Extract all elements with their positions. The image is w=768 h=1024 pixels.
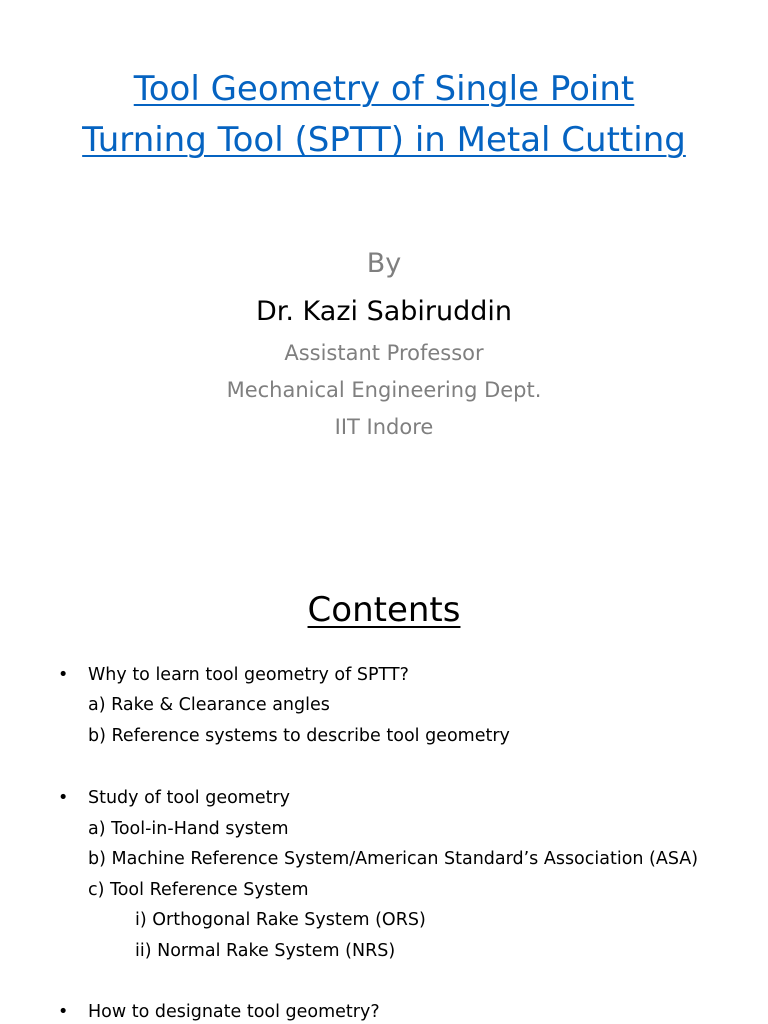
bullet-icon: • — [58, 665, 69, 685]
sub-list-item: b) Machine Reference System/American Standard’s Association (ASA) — [88, 849, 699, 869]
list-item: Why to learn tool geometry of SPTT? — [88, 665, 409, 685]
author-position: Assistant Professor — [284, 341, 484, 365]
bullet-icon: • — [58, 788, 69, 808]
sub-sub-list-item: ii) Normal Rake System (NRS) — [135, 941, 396, 961]
sub-list-item: c) Tool Reference System — [88, 880, 309, 900]
sub-list-item: a) Rake & Clearance angles — [88, 695, 330, 715]
contents-title: Contents — [307, 590, 461, 630]
contents-slide — [0, 560, 768, 1024]
presentation-title — [0, 64, 768, 166]
author-department: Mechanical Engineering Dept. — [226, 378, 542, 402]
sub-sub-list-item: i) Orthogonal Rake System (ORS) — [135, 910, 426, 930]
author-name: Dr. Kazi Sabiruddin — [255, 296, 513, 327]
author-institute: IIT Indore — [334, 415, 434, 439]
bullet-icon: • — [58, 1002, 69, 1022]
sub-list-item: b) Reference systems to describe tool geometry — [88, 726, 510, 746]
list-item: Study of tool geometry — [88, 788, 291, 808]
by-label: By — [366, 248, 402, 279]
sub-list-item: a) Tool-in-Hand system — [88, 819, 289, 839]
title-line-1: Tool Geometry of Single Point — [133, 69, 635, 109]
list-item: How to designate tool geometry? — [88, 1002, 380, 1022]
title-line-2: Turning Tool (SPTT) in Metal Cutting — [82, 120, 686, 160]
